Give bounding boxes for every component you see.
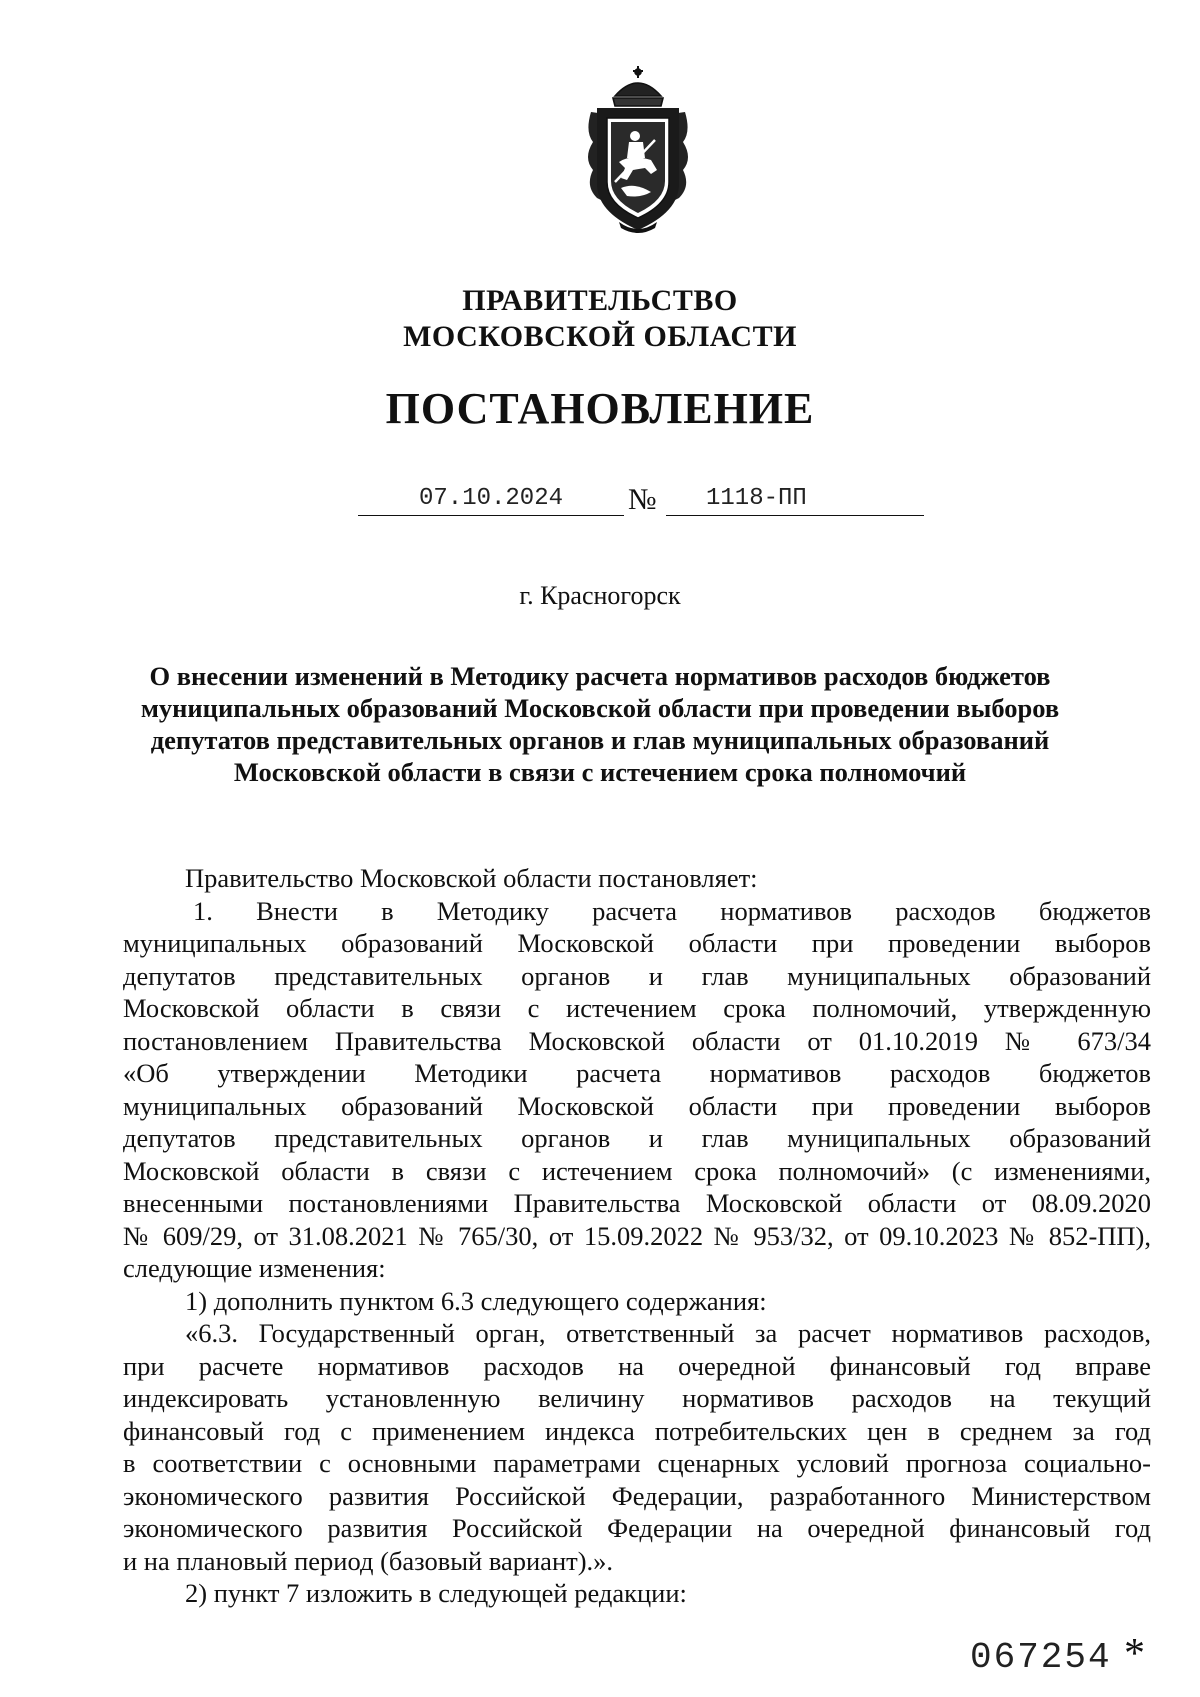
body-line: № 609/29, от 31.08.2021 № 765/30, от 15.09.2022 № 953/32, от 09.10.2023 № 852-ПП), [123,1220,1151,1251]
body-line: Правительство Московской области постановляет: [185,863,758,893]
title-line: Московской области в связи с истечением срока полномочий [233,757,967,787]
organization-name-line2: МОСКОВСКОЙ ОБЛАСТИ [403,320,797,353]
organization-name-line1: ПРАВИТЕЛЬСТВО [462,284,738,317]
body-line: индексировать установленную величину нормативов расходов на текущий [123,1383,1151,1413]
document-title [120,660,1080,788]
body-line: муниципальных образований Московской области при проведении выборов [123,1090,1151,1121]
coat-of-arms-emblem [575,62,701,238]
body-line: 2) пункт 7 изложить в следующей редакции: [185,1578,687,1608]
date-underline [358,515,624,516]
number-sign: № [628,483,657,516]
title-line: муниципальных образований Московской области при проведении выборов [140,693,1060,723]
body-line: муниципальных образований Московской области при проведении выборов [123,928,1151,958]
body-line: Московской области в связи с истечением срока полномочий, утвержденную [123,993,1151,1023]
body-line: внесенными постановлениями Правительства Московской области от 08.09.2020 [123,1188,1151,1218]
body-line: 1) дополнить пунктом 6.3 следующего содержания: [185,1285,767,1316]
body-line: и на плановый период (базовый вариант).». [123,1545,614,1576]
body-line: Московской области в связи с истечением срока полномочий» (с изменениями, [123,1155,1151,1186]
body-line: в соответствии с основными параметрами сценарных условий прогноза социально- [123,1448,1151,1478]
body-line: депутатов представительных органов и глав муниципальных образований [123,1123,1151,1153]
title-line: О внесении изменений в Методику расчета нормативов расходов бюджетов [149,661,1051,691]
body-line: постановлением Правительства Московской области от 01.10.2019 № 673/34 [123,1025,1151,1056]
number-underline [666,515,924,516]
document-type-heading: ПОСТАНОВЛЕНИЕ [385,384,815,433]
document-date: 07.10.2024 [418,485,564,512]
document-body [123,862,1151,1610]
body-line: «Об утверждении Методики расчета нормативов расходов бюджетов [123,1058,1151,1088]
asterisk-mark: * [1124,1631,1145,1677]
title-line: депутатов представительных органов и глав муниципальных образований [150,725,1050,755]
form-serial-number: 067254 [970,1637,1112,1678]
body-line: следующие изменения: [123,1253,386,1283]
body-line: при расчете нормативов расходов на очередной финансовый год вправе [123,1350,1151,1381]
body-line: экономического развития Российской Федерации, разработанного Министерством [123,1480,1151,1511]
body-line: депутатов представительных органов и глав муниципальных образований [123,960,1151,991]
body-line: 1. Внести в Методику расчета нормативов расходов бюджетов [193,895,1151,926]
body-line: экономического развития Российской Федерации на очередной финансовый год [123,1513,1151,1543]
city-name: г. Красногорск [519,581,681,610]
body-line: «6.3. Государственный орган, ответственный за расчет нормативов расходов, [185,1318,1151,1348]
document-number: 1118-ПП [706,485,807,512]
body-line: финансовый год с применением индекса потребительских цен в среднем за год [123,1415,1151,1446]
